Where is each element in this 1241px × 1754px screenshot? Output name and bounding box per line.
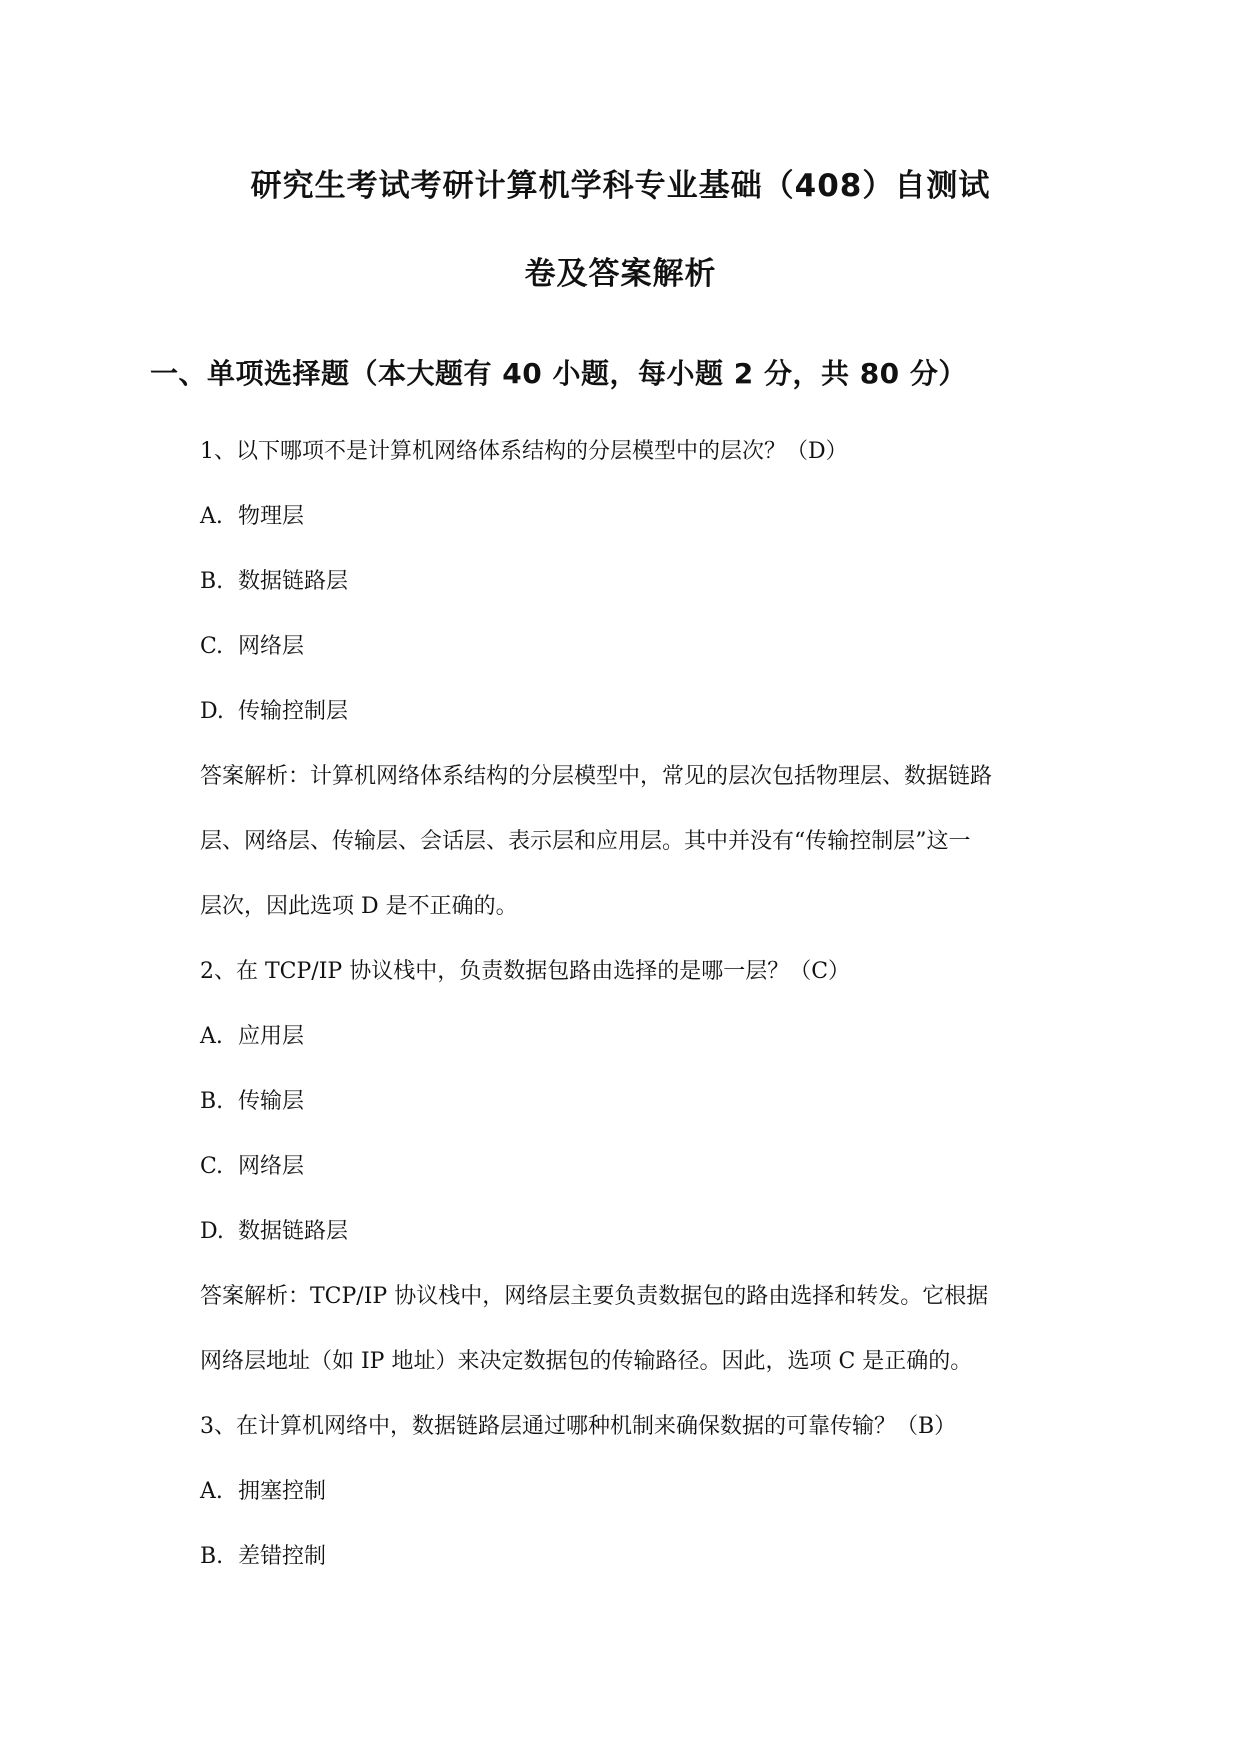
option-text: 物理层 xyxy=(238,504,305,529)
question-2-stem: 2、在 TCP/IP 协议栈中，负责数据包路由选择的是哪一层？（C） xyxy=(200,959,851,984)
section-heading: 一、单项选择题（本大题有 40 小题，每小题 2 分，共 80 分） xyxy=(150,357,967,390)
question-1-stem: 1、以下哪项不是计算机网络体系结构的分层模型中的层次？（D） xyxy=(200,439,848,464)
question-2-option-c xyxy=(200,1152,304,1182)
question-1-option-c xyxy=(200,632,304,662)
question-1-option-b xyxy=(200,567,348,597)
option-letter: D. xyxy=(200,699,224,724)
option-text: 数据链路层 xyxy=(238,569,349,594)
question-2-option-d xyxy=(200,1217,348,1247)
option-text: 数据链路层 xyxy=(238,1219,349,1244)
option-letter: C. xyxy=(200,1154,224,1179)
option-text: 拥塞控制 xyxy=(238,1479,327,1504)
question-1-explanation-line: 层、网络层、传输层、会话层、表示层和应用层。其中并没有“传输控制层”这一 xyxy=(200,829,971,854)
question-1-option-a xyxy=(200,502,304,532)
option-text: 传输层 xyxy=(238,1089,305,1114)
document-title-line-1: 研究生考试考研计算机学科专业基础（408）自测试 xyxy=(250,168,991,204)
option-letter: A. xyxy=(200,504,223,529)
question-1-explanation-line: 层次，因此选项 D 是不正确的。 xyxy=(200,894,518,919)
option-letter: B. xyxy=(200,1089,224,1114)
question-1-option-d xyxy=(200,697,348,727)
option-letter: B. xyxy=(200,569,224,594)
option-text: 应用层 xyxy=(238,1024,305,1049)
question-3-stem: 3、在计算机网络中，数据链路层通过哪种机制来确保数据的可靠传输？（B） xyxy=(200,1414,957,1439)
option-text: 网络层 xyxy=(238,634,305,659)
document-title-line-2: 卷及答案解析 xyxy=(524,256,717,292)
option-letter: C. xyxy=(200,634,224,659)
option-letter: A. xyxy=(200,1024,223,1049)
question-1-explanation-line: 答案解析：计算机网络体系结构的分层模型中，常见的层次包括物理层、数据链路 xyxy=(200,764,993,789)
question-3-option-b xyxy=(200,1542,326,1572)
question-3-option-a xyxy=(200,1477,326,1507)
option-letter: A. xyxy=(200,1479,223,1504)
question-2-explanation-line: 答案解析：TCP/IP 协议栈中，网络层主要负责数据包的路由选择和转发。它根据 xyxy=(200,1284,989,1309)
question-2-option-b xyxy=(200,1087,304,1117)
option-text: 网络层 xyxy=(238,1154,305,1179)
option-letter: B. xyxy=(200,1544,224,1569)
option-letter: D. xyxy=(200,1219,224,1244)
question-2-option-a xyxy=(200,1022,304,1052)
question-2-explanation-line: 网络层地址（如 IP 地址）来决定数据包的传输路径。因此，选项 C 是正确的。 xyxy=(200,1349,973,1374)
option-text: 传输控制层 xyxy=(238,699,349,724)
option-text: 差错控制 xyxy=(238,1544,327,1569)
